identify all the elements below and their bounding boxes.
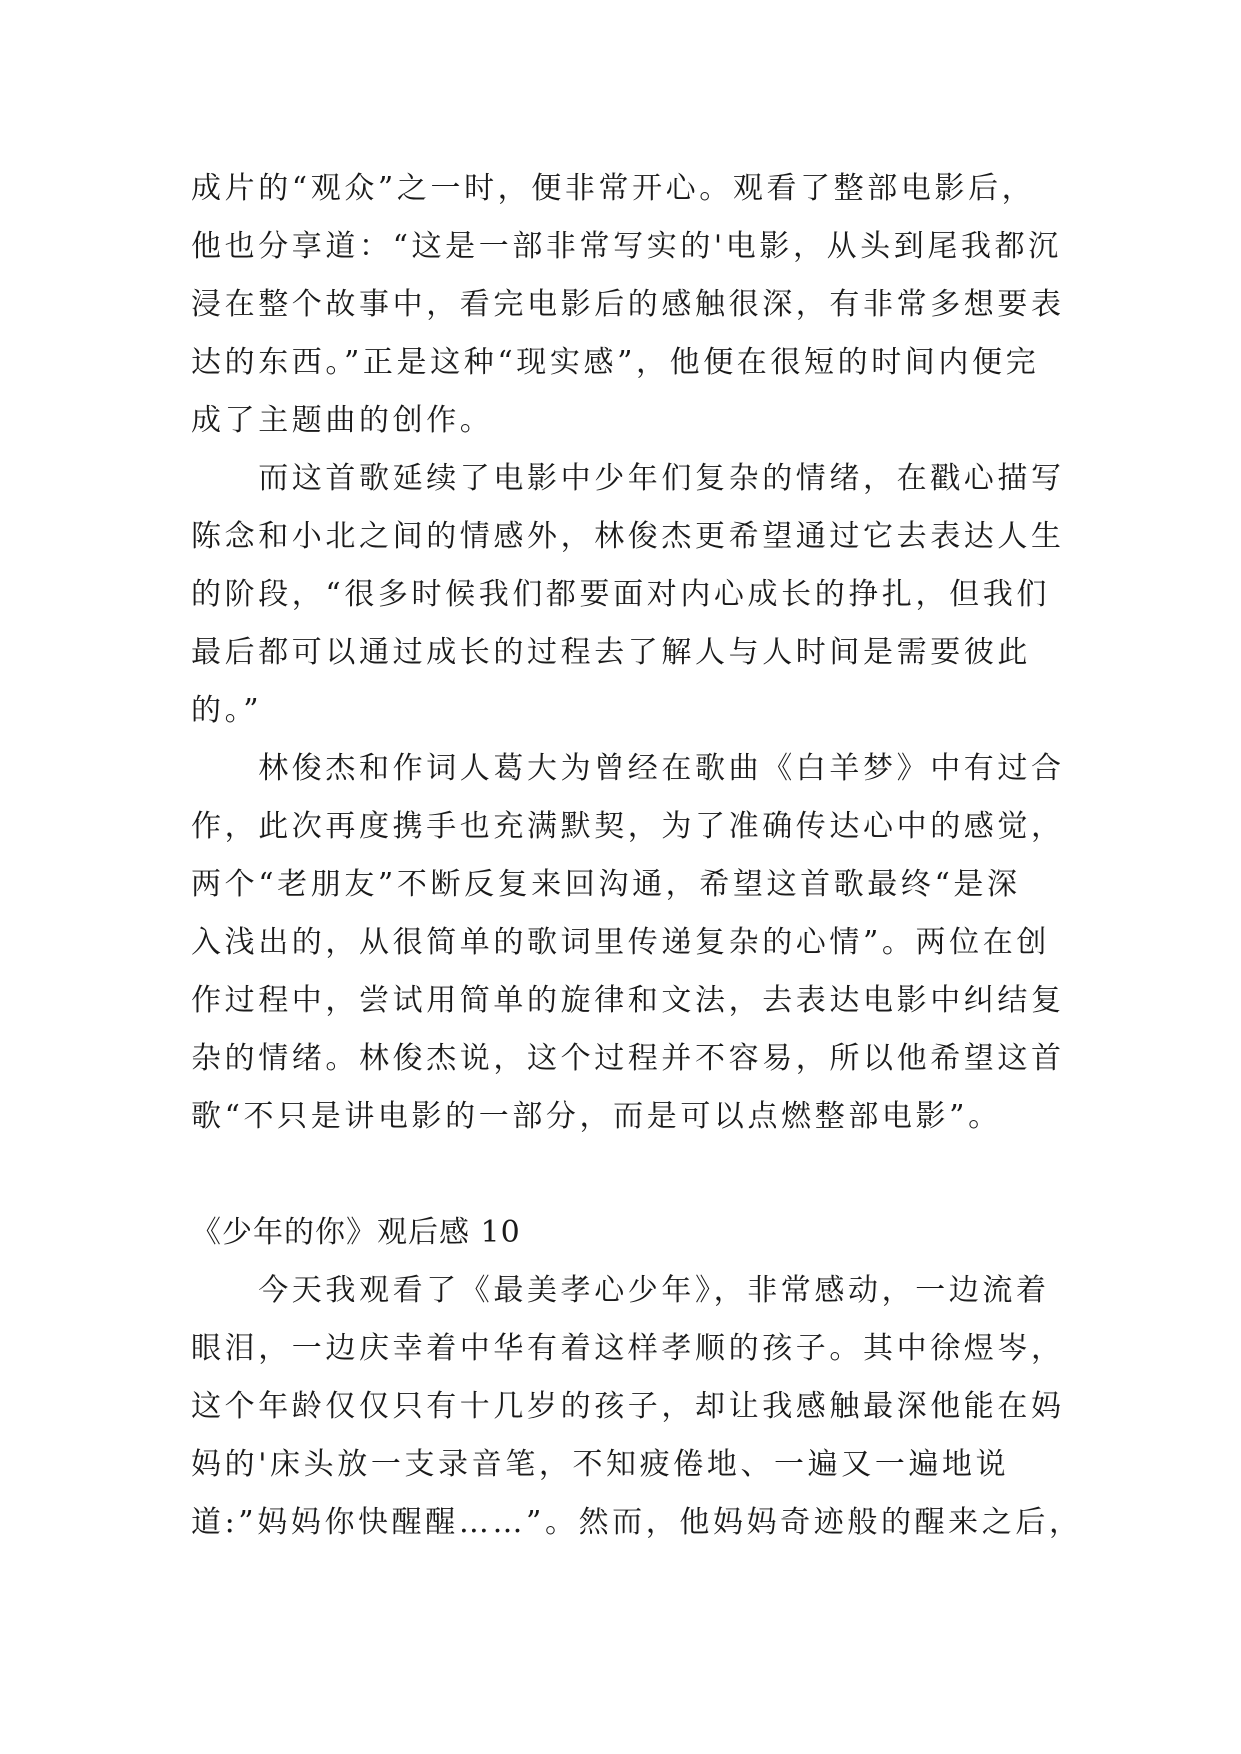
text-line: 两个“老朋友”不断反复来回沟通，希望这首歌最终“是深: [191, 867, 1021, 902]
text-line: 入浅出的，从很简单的歌词里传递复杂的心情”。两位在创: [191, 925, 1050, 960]
paragraph-4: [191, 1262, 1083, 1552]
text-line: 成了主题曲的创作。: [191, 403, 494, 438]
text-line: 的。”: [191, 693, 263, 728]
text-line: 作过程中，尝试用简单的旋律和文法，去表达电影中纠结复: [191, 983, 1065, 1018]
text-line: 林俊杰和作词人葛大为曾经在歌曲《白羊梦》中有过合: [191, 751, 1065, 786]
text-line: 道:”妈妈你快醒醒……”。然而，他妈妈奇迹般的醒来之后，: [191, 1505, 1083, 1540]
paragraph-1: [191, 160, 1065, 450]
text-line: 的阶段，“很多时候我们都要面对内心成长的挣扎，但我们: [191, 577, 1050, 612]
text-line: 这个年龄仅仅只有十几岁的孩子，却让我感触最深他能在妈: [191, 1389, 1065, 1424]
paragraph-2: [191, 450, 1065, 740]
text-line: 他也分享道：“这是一部非常写实的'电影，从头到尾我都沉: [191, 229, 1062, 264]
text-line: 达的东西。”正是这种“现实感”，他便在很短的时间内便完: [191, 345, 1040, 380]
text-line: 最后都可以通过成长的过程去了解人与人时间是需要彼此: [191, 635, 1031, 670]
text-line: 歌“不只是讲电影的一部分，而是可以点燃整部电影”。: [191, 1099, 1002, 1134]
text-line: 今天我观看了《最美孝心少年》，非常感动，一边流着: [191, 1273, 1050, 1308]
text-line: 而这首歌延续了电影中少年们复杂的情绪，在戳心描写: [191, 461, 1065, 496]
text-line: 陈念和小北之间的情感外，林俊杰更希望通过它去表达人生: [191, 519, 1065, 554]
text-line: 成片的“观众”之一时，便非常开心。观看了整部电影后，: [191, 171, 1036, 206]
text-line: 眼泪，一边庆幸着中华有着这样孝顺的孩子。其中徐煜岑，: [191, 1331, 1065, 1366]
text-line: 作，此次再度携手也充满默契，为了准确传达心中的感觉，: [191, 809, 1065, 844]
section-spacer: [191, 1146, 1051, 1204]
text-line: 浸在整个故事中，看完电影后的感触很深，有非常多想要表: [191, 287, 1065, 322]
text-line: 杂的情绪。林俊杰说，这个过程并不容易，所以他希望这首: [191, 1041, 1065, 1076]
text-line: 妈的'床头放一支录音笔，不知疲倦地、一遍又一遍地说: [191, 1447, 1010, 1482]
paragraph-3: [191, 740, 1065, 1146]
section-title: 《少年的你》观后感 10: [191, 1215, 521, 1250]
document-body: [191, 160, 1083, 1552]
